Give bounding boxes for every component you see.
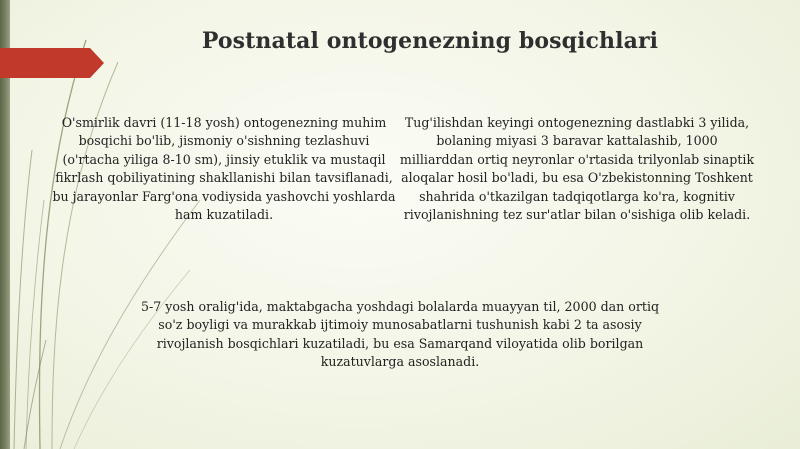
paragraph-bottom: 5-7 yosh oralig'ida, maktabgacha yoshdagi bolalarda muayyan til, 2000 dan ortiq so'z boyligi va murakkab ijtimoiy munosabatlarni tushunish kabi 2 ta asosiy rivojlanish bosqichlari kuzatiladi, bu esa Samarqand viloyatida olib borilgan kuzatuvlarga asoslanadi. — [140, 299, 660, 370]
paragraph-right: Tug'ilishdan keyingi ontogenezning dastlabki 3 yilida, bolaning miyasi 3 baravar kattalashib, 1000 milliarddan ortiq neyronlar o'rtasida trilyonlab sinaptik aloqalar hosil bo'ladi, bu esa O'zbekistonning Toshkent shahrida o'tkazilgan tadqiqotlarga ko'ra, kognitiv rivojlanishning tez sur'atlar bilan o'sishiga olib keladi. — [399, 115, 755, 223]
slide-title: Postnatal ontogenezning bosqichlari — [201, 28, 659, 54]
paragraph-left: O'smirlik davri (11-18 yosh) ontogenezning muhim bosqichi bo'lib, jismoniy o'sishning tezlashuvi (o'rtacha yiliga 8-10 sm), jinsiy etuklik va mustaqil fikrlash qobiliyatining shakllanishi bilan tavsiflanadi, bu jarayonlar Farg'ona vodiysida yashovchi yoshlarda ham kuzatiladi. — [52, 115, 396, 223]
red-accent-tab — [0, 48, 104, 78]
